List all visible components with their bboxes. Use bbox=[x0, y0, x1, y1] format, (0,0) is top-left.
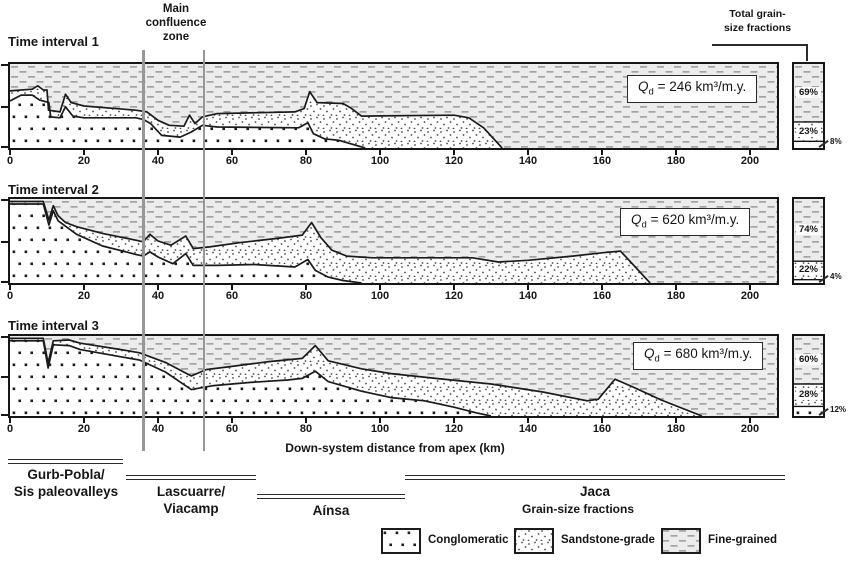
location-extent-line bbox=[8, 459, 123, 464]
qd-value: = 246 km³/m.y. bbox=[653, 79, 747, 94]
legend-label: Sandstone-grade bbox=[561, 534, 655, 546]
qd-value: = 620 km³/m.y. bbox=[646, 212, 740, 227]
confluence-zone-label-line: Main bbox=[162, 3, 190, 15]
legend-label: Fine-grained bbox=[708, 534, 778, 546]
location-extent-line bbox=[405, 475, 785, 480]
total-fractions-bar bbox=[792, 197, 825, 285]
x-axis-tick-label: 100 bbox=[370, 423, 390, 435]
bar-fine-pct: 60% bbox=[796, 354, 821, 365]
bar-sand-pct: 23% bbox=[796, 126, 821, 137]
location-label bbox=[126, 484, 256, 517]
qd-subscript: d bbox=[648, 86, 654, 98]
total-fractions-label-line: size fractions bbox=[723, 21, 792, 34]
x-axis-tick-label: 0 bbox=[6, 155, 14, 167]
x-axis-tick-label: 60 bbox=[225, 155, 239, 167]
location-extent-line bbox=[257, 494, 405, 499]
location-label-line: Jaca bbox=[579, 484, 611, 499]
x-axis-tick-label: 140 bbox=[518, 155, 538, 167]
location-label-line: Lascuarre/ bbox=[156, 484, 226, 499]
x-axis-tick-label: 180 bbox=[666, 290, 686, 302]
x-axis-tick-label: 80 bbox=[299, 290, 313, 302]
legend-title: Grain-size fractions bbox=[521, 502, 635, 516]
location-label-line: Gurb-Pobla/ bbox=[27, 467, 105, 482]
total-fractions-bar bbox=[792, 62, 825, 150]
qd-label bbox=[627, 75, 757, 103]
x-axis-tick-label: 100 bbox=[370, 290, 390, 302]
x-axis-label: Down-system distance from apex (km) bbox=[285, 441, 505, 455]
qd-label bbox=[620, 208, 750, 236]
bar-sand-pct: 28% bbox=[796, 389, 821, 400]
panel-title: Time interval 1 bbox=[8, 34, 99, 49]
total-fractions-connector bbox=[806, 44, 808, 61]
location-extent-line bbox=[126, 475, 256, 480]
panel-title: Time interval 2 bbox=[8, 182, 99, 197]
x-axis-tick-label: 120 bbox=[444, 423, 464, 435]
bar-cong-pct: 8% bbox=[830, 137, 842, 146]
total-fractions-label-line: Total grain- bbox=[729, 8, 786, 20]
qd-symbol: Q bbox=[644, 346, 655, 361]
location-label-line: Aínsa bbox=[312, 503, 350, 518]
x-axis-tick-label: 20 bbox=[77, 155, 91, 167]
confluence-zone-label bbox=[119, 2, 233, 44]
total-fractions-bar bbox=[792, 334, 825, 418]
location-label bbox=[0, 467, 133, 500]
x-axis-tick-label: 160 bbox=[592, 423, 612, 435]
y-axis-tick bbox=[1, 146, 8, 148]
bar-fine-pct: 74% bbox=[796, 224, 821, 235]
bar-sand-pct: 22% bbox=[796, 264, 821, 275]
x-axis-tick-label: 120 bbox=[444, 155, 464, 167]
confluence-zone-label-line: confluence bbox=[145, 17, 207, 29]
bar-fine-pct: 69% bbox=[796, 87, 821, 98]
x-axis-tick-label: 20 bbox=[77, 290, 91, 302]
total-fractions-label bbox=[700, 8, 815, 35]
bar-cong-pct: 4% bbox=[830, 272, 842, 281]
qd-value: = 680 km³/m.y. bbox=[659, 346, 753, 361]
x-axis-tick-label: 0 bbox=[6, 423, 14, 435]
y-axis-tick bbox=[1, 281, 8, 283]
x-axis-tick-label: 60 bbox=[225, 290, 239, 302]
x-axis-tick-label: 0 bbox=[6, 290, 14, 302]
y-axis-tick bbox=[1, 376, 8, 378]
qd-subscript: d bbox=[654, 353, 660, 365]
x-axis-tick-label: 40 bbox=[151, 423, 165, 435]
location-label-line: Sis paleovalleys bbox=[13, 483, 119, 499]
x-axis-tick-label: 180 bbox=[666, 155, 686, 167]
y-axis-tick bbox=[1, 241, 8, 243]
x-axis-tick-label: 40 bbox=[151, 155, 165, 167]
x-axis-tick-label: 200 bbox=[740, 155, 760, 167]
confluence-zone-label-line: zone bbox=[162, 31, 190, 43]
x-axis-tick-label: 60 bbox=[225, 423, 239, 435]
legend-swatch-conglomerate bbox=[381, 528, 421, 554]
location-label bbox=[528, 484, 662, 501]
bar-cong-pct: 12% bbox=[830, 405, 847, 414]
qd-label bbox=[633, 342, 763, 370]
x-axis-tick-label: 160 bbox=[592, 155, 612, 167]
panel-title: Time interval 3 bbox=[8, 318, 99, 333]
x-axis-tick-label: 80 bbox=[299, 155, 313, 167]
legend-label: Conglomeratic bbox=[428, 534, 509, 546]
x-axis-tick-label: 200 bbox=[740, 423, 760, 435]
y-axis-tick bbox=[1, 64, 8, 66]
x-axis-tick-label: 20 bbox=[77, 423, 91, 435]
legend-swatch-fine bbox=[661, 528, 701, 554]
x-axis-tick-label: 140 bbox=[518, 423, 538, 435]
legend-swatch-sandstone bbox=[514, 528, 554, 554]
qd-subscript: d bbox=[641, 219, 647, 231]
qd-symbol: Q bbox=[631, 212, 642, 227]
x-axis-tick-label: 80 bbox=[299, 423, 313, 435]
location-label bbox=[266, 503, 396, 520]
x-axis-tick-label: 180 bbox=[666, 423, 686, 435]
y-axis-tick bbox=[1, 106, 8, 108]
qd-symbol: Q bbox=[638, 79, 649, 94]
x-axis-tick-label: 160 bbox=[592, 290, 612, 302]
y-axis-tick bbox=[1, 336, 8, 338]
x-axis-tick-label: 200 bbox=[740, 290, 760, 302]
y-axis-tick bbox=[1, 199, 8, 201]
confluence-zone-line bbox=[203, 50, 206, 451]
x-axis-tick-label: 100 bbox=[370, 155, 390, 167]
confluence-zone-line bbox=[142, 50, 145, 451]
total-fractions-underline bbox=[712, 44, 808, 46]
x-axis-tick-label: 40 bbox=[151, 290, 165, 302]
x-axis-tick-label: 140 bbox=[518, 290, 538, 302]
location-label-line: Viacamp bbox=[163, 500, 219, 516]
y-axis-tick bbox=[1, 414, 8, 416]
x-axis-tick-label: 120 bbox=[444, 290, 464, 302]
